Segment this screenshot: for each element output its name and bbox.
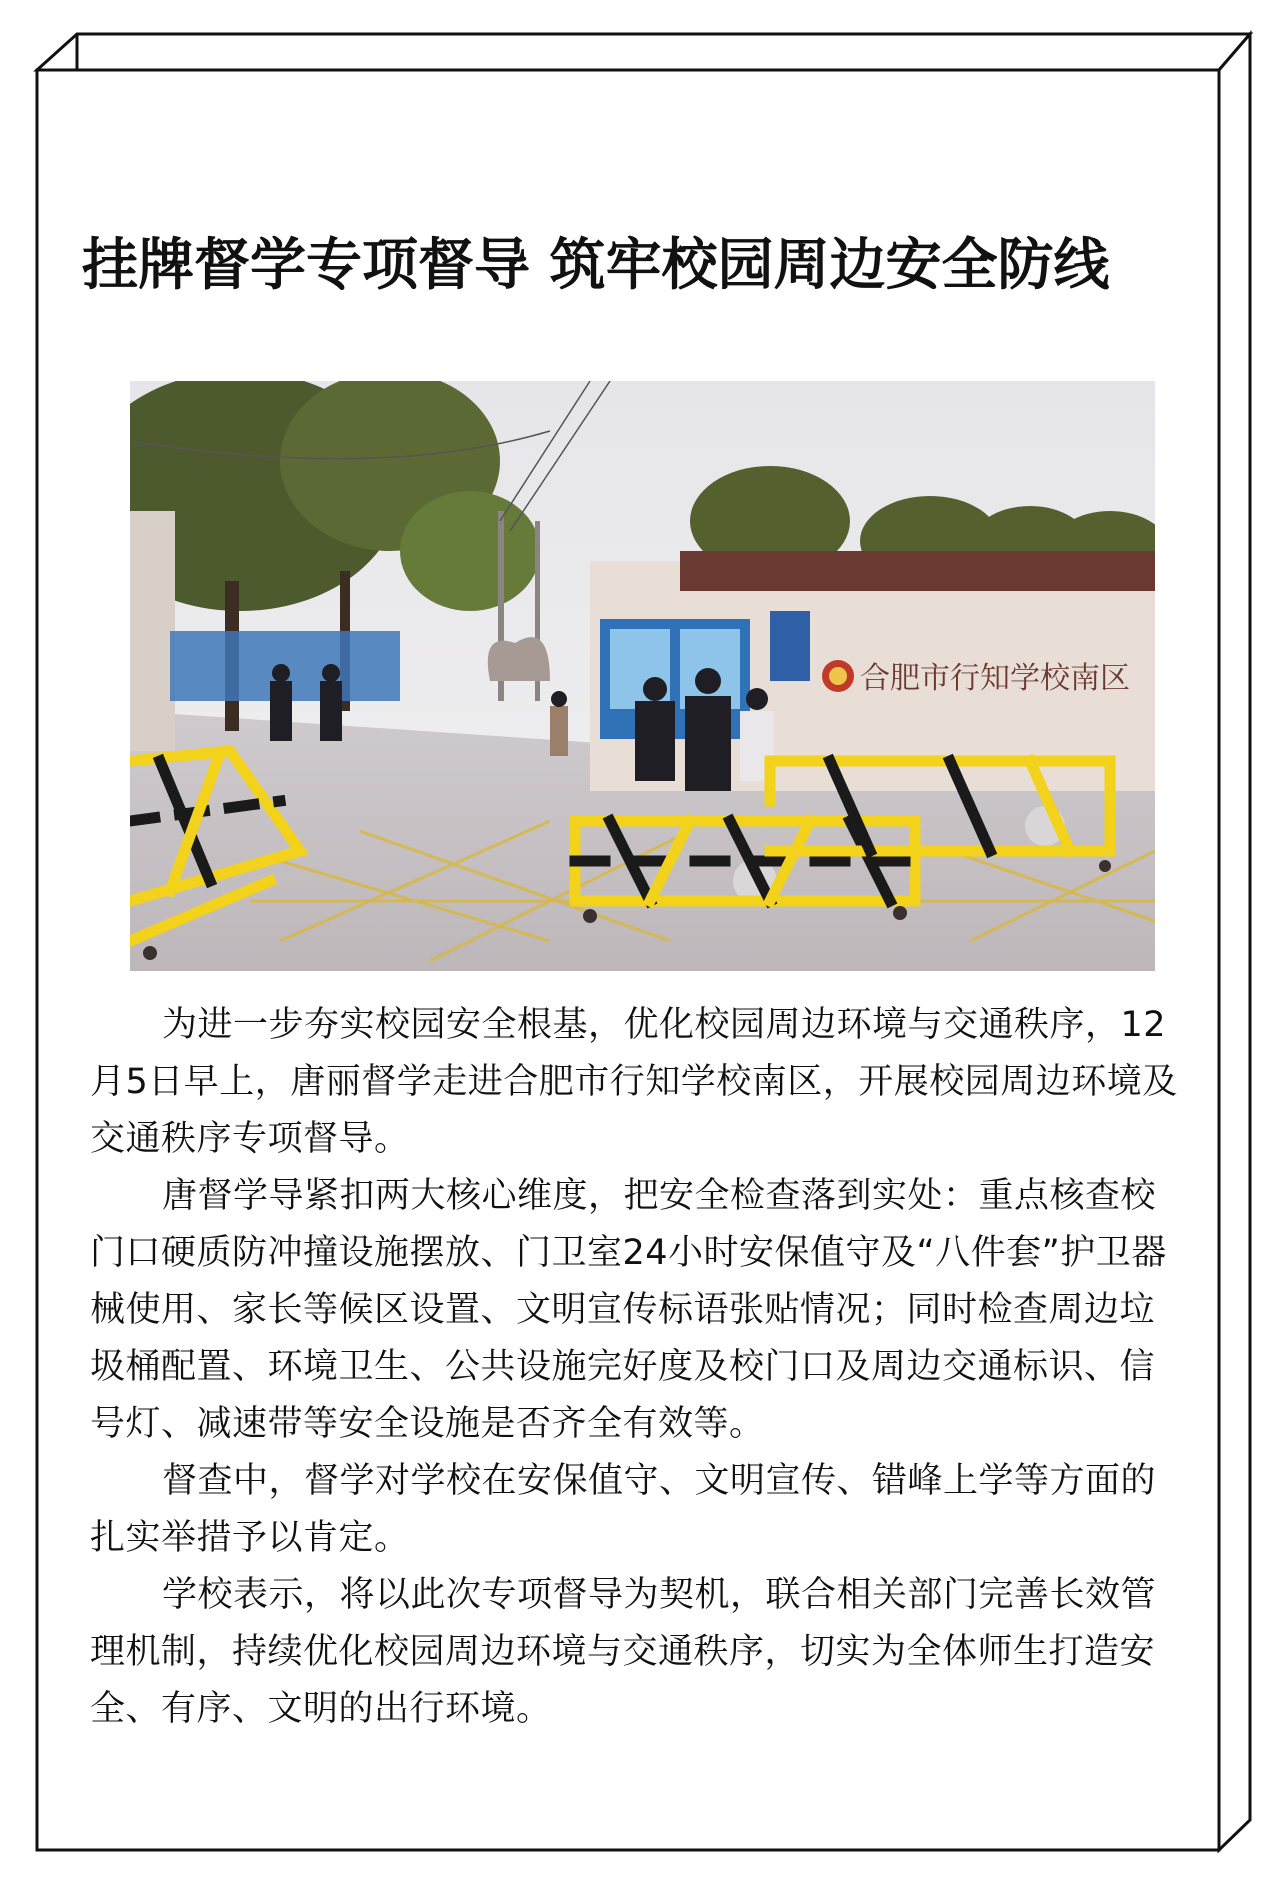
article-paragraph: 督查中，督学对学校在安保值守、文明宣传、错峰上学等方面的扎实举措予以肯定。 — [90, 1461, 1157, 1558]
article-paragraph: 为进一步夯实校园安全根基，优化校园周边环境与交通秩序，12月5日早上，唐丽督学走进合肥市行知学校南区，开展校园周边环境及交通秩序专项督导。 — [90, 1005, 1178, 1159]
article-title: 挂牌督学专项督导 筑牢校园周边安全防线 — [82, 233, 1110, 298]
article-paragraph: 唐督学导紧扣两大核心维度，把安全检查落到实处：重点核查校门口硬质防冲撞设施摆放、门卫室24小时安保值守及“八件套”护卫器械使用、家长等候区设置、文明宣传标语张贴情况；同时检查周边垃圾桶配置、环境卫生、公共设施完好度及校门口及周边交通标识、信号灯、减速带等安全设施是否齐全有效等。 — [90, 1176, 1167, 1444]
school-gate-photo — [130, 381, 1155, 971]
article-body — [90, 997, 1190, 1738]
article-paragraph: 学校表示，将以此次专项督导为契机，联合相关部门完善长效管理机制，持续优化校园周边环境与交通秩序，切实为全体师生打造安全、有序、文明的出行环境。 — [90, 1575, 1157, 1729]
school-sign-text: 合肥市行知学校南区 — [860, 661, 1130, 696]
